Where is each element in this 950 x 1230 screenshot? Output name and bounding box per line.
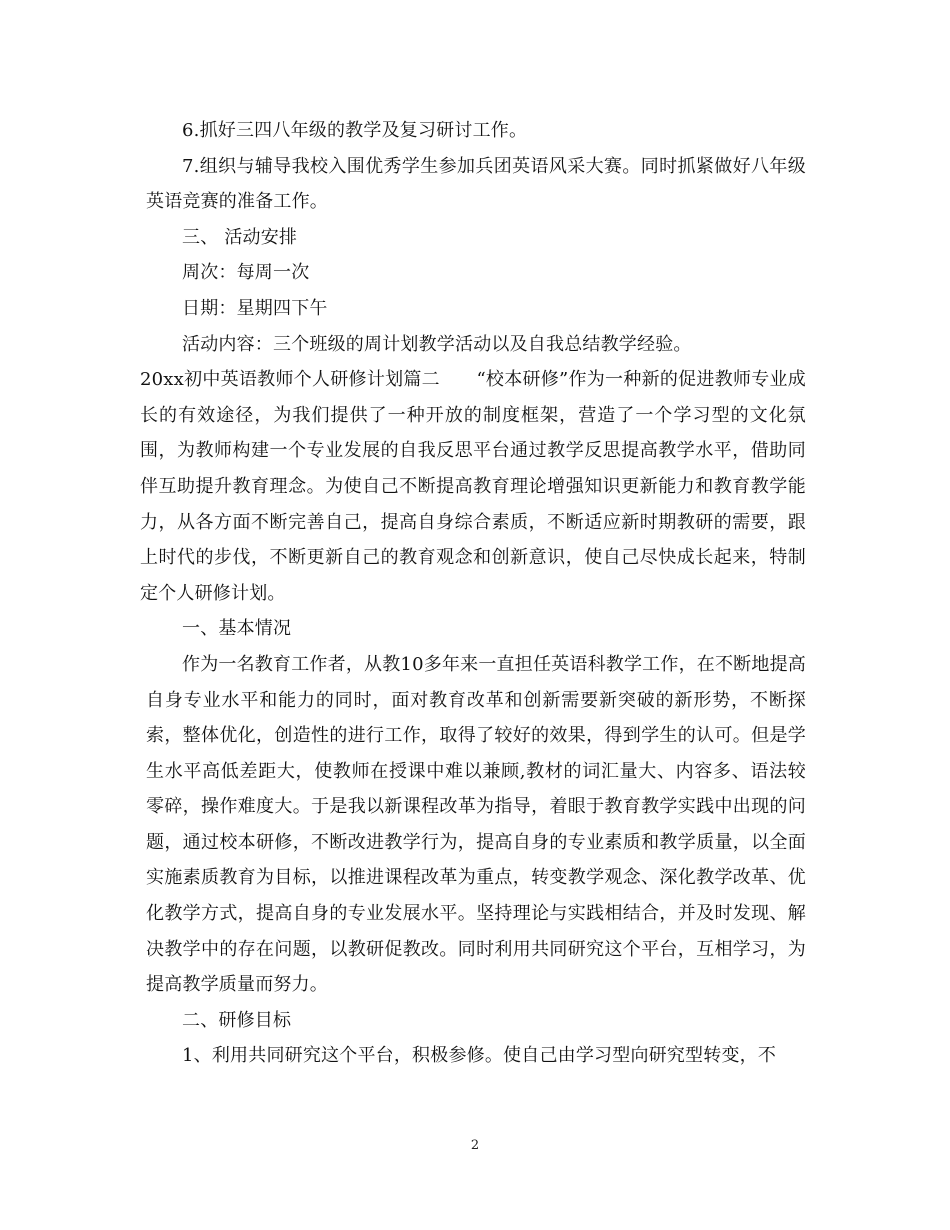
basic-situation-paragraph: 作为一名教育工作者，从教10多年来一直担任英语科教学工作，在不断地提高自身专业水平和能力的同时，面对教育改革和创新需要新突破的新形势，不断探索，整体优化，创造性的进行工作，取得了较好的效果，得到学生的认可。但是学生水平高低差距大，使教师在授课中难以兼顾,教材的词汇量大、内容多、语法较零碎，操作难度大。于是我以新课程改革为指导，着眼于教育教学实践中出现的问题，通过校本研修，不断改进教学行为，提高自身的专业素质和教学质量，以全面实施素质教育为目标，以推进课程改革为重点，转变教学观念、深化教学改革、优化教学方式，提高自身的专业发展水平。坚持理论与实践相结合，并及时发现、解决教学中的存在问题，以教研促教改。同时利用共同研究这个平台，互相学习，为提高教学质量而努力。: [146, 653, 806, 996]
activity-frequency: 周次：每周一次: [182, 262, 310, 284]
list-item-6: 6.抓好三四八年级的教学及复习研讨工作。: [182, 120, 528, 141]
plan-two-intro-paragraph: 20xx初中英语教师个人研修计划篇二 “校本研修”作为一种新的促进教师专业成长的有效途径，为我们提供了一种开放的制度框架，营造了一个学习型的文化氛围，为教师构建一个专业发展的自我反思平台通过教学反思提高教学水平，借助同伴互助提升教育理念。为使自己不断提高教育理论增强知识更新能力和教育教学能力，从各方面不断完善自己，提高自身综合素质，不断适应新时期教研的需要，跟上时代的步伐，不断更新自己的教育观念和创新意识，使自己尽快成长起来，特制定个人研修计划。: [140, 369, 806, 604]
section-heading-research-goals: 二、研修目标: [182, 1009, 292, 1031]
activity-content: 活动内容：三个班级的周计划教学活动以及自我总结教学经验。: [182, 333, 692, 355]
list-item-7: 7.组织与辅导我校入围优秀学生参加兵团英语风采大赛。同时抓紧做好八年级英语竞赛的准备工作。: [146, 155, 806, 213]
activity-date: 日期：星期四下午: [182, 297, 328, 319]
section-heading-basic-situation: 一、基本情况: [182, 618, 292, 640]
document-body: [140, 113, 806, 1074]
research-goal-1: 1、利用共同研究这个平台，积极参修。使自己由学习型向研究型转变，不: [182, 1045, 777, 1067]
page-number: 2: [470, 1138, 480, 1153]
section-heading-activity-arrangement: 三、 活动安排: [182, 226, 298, 248]
